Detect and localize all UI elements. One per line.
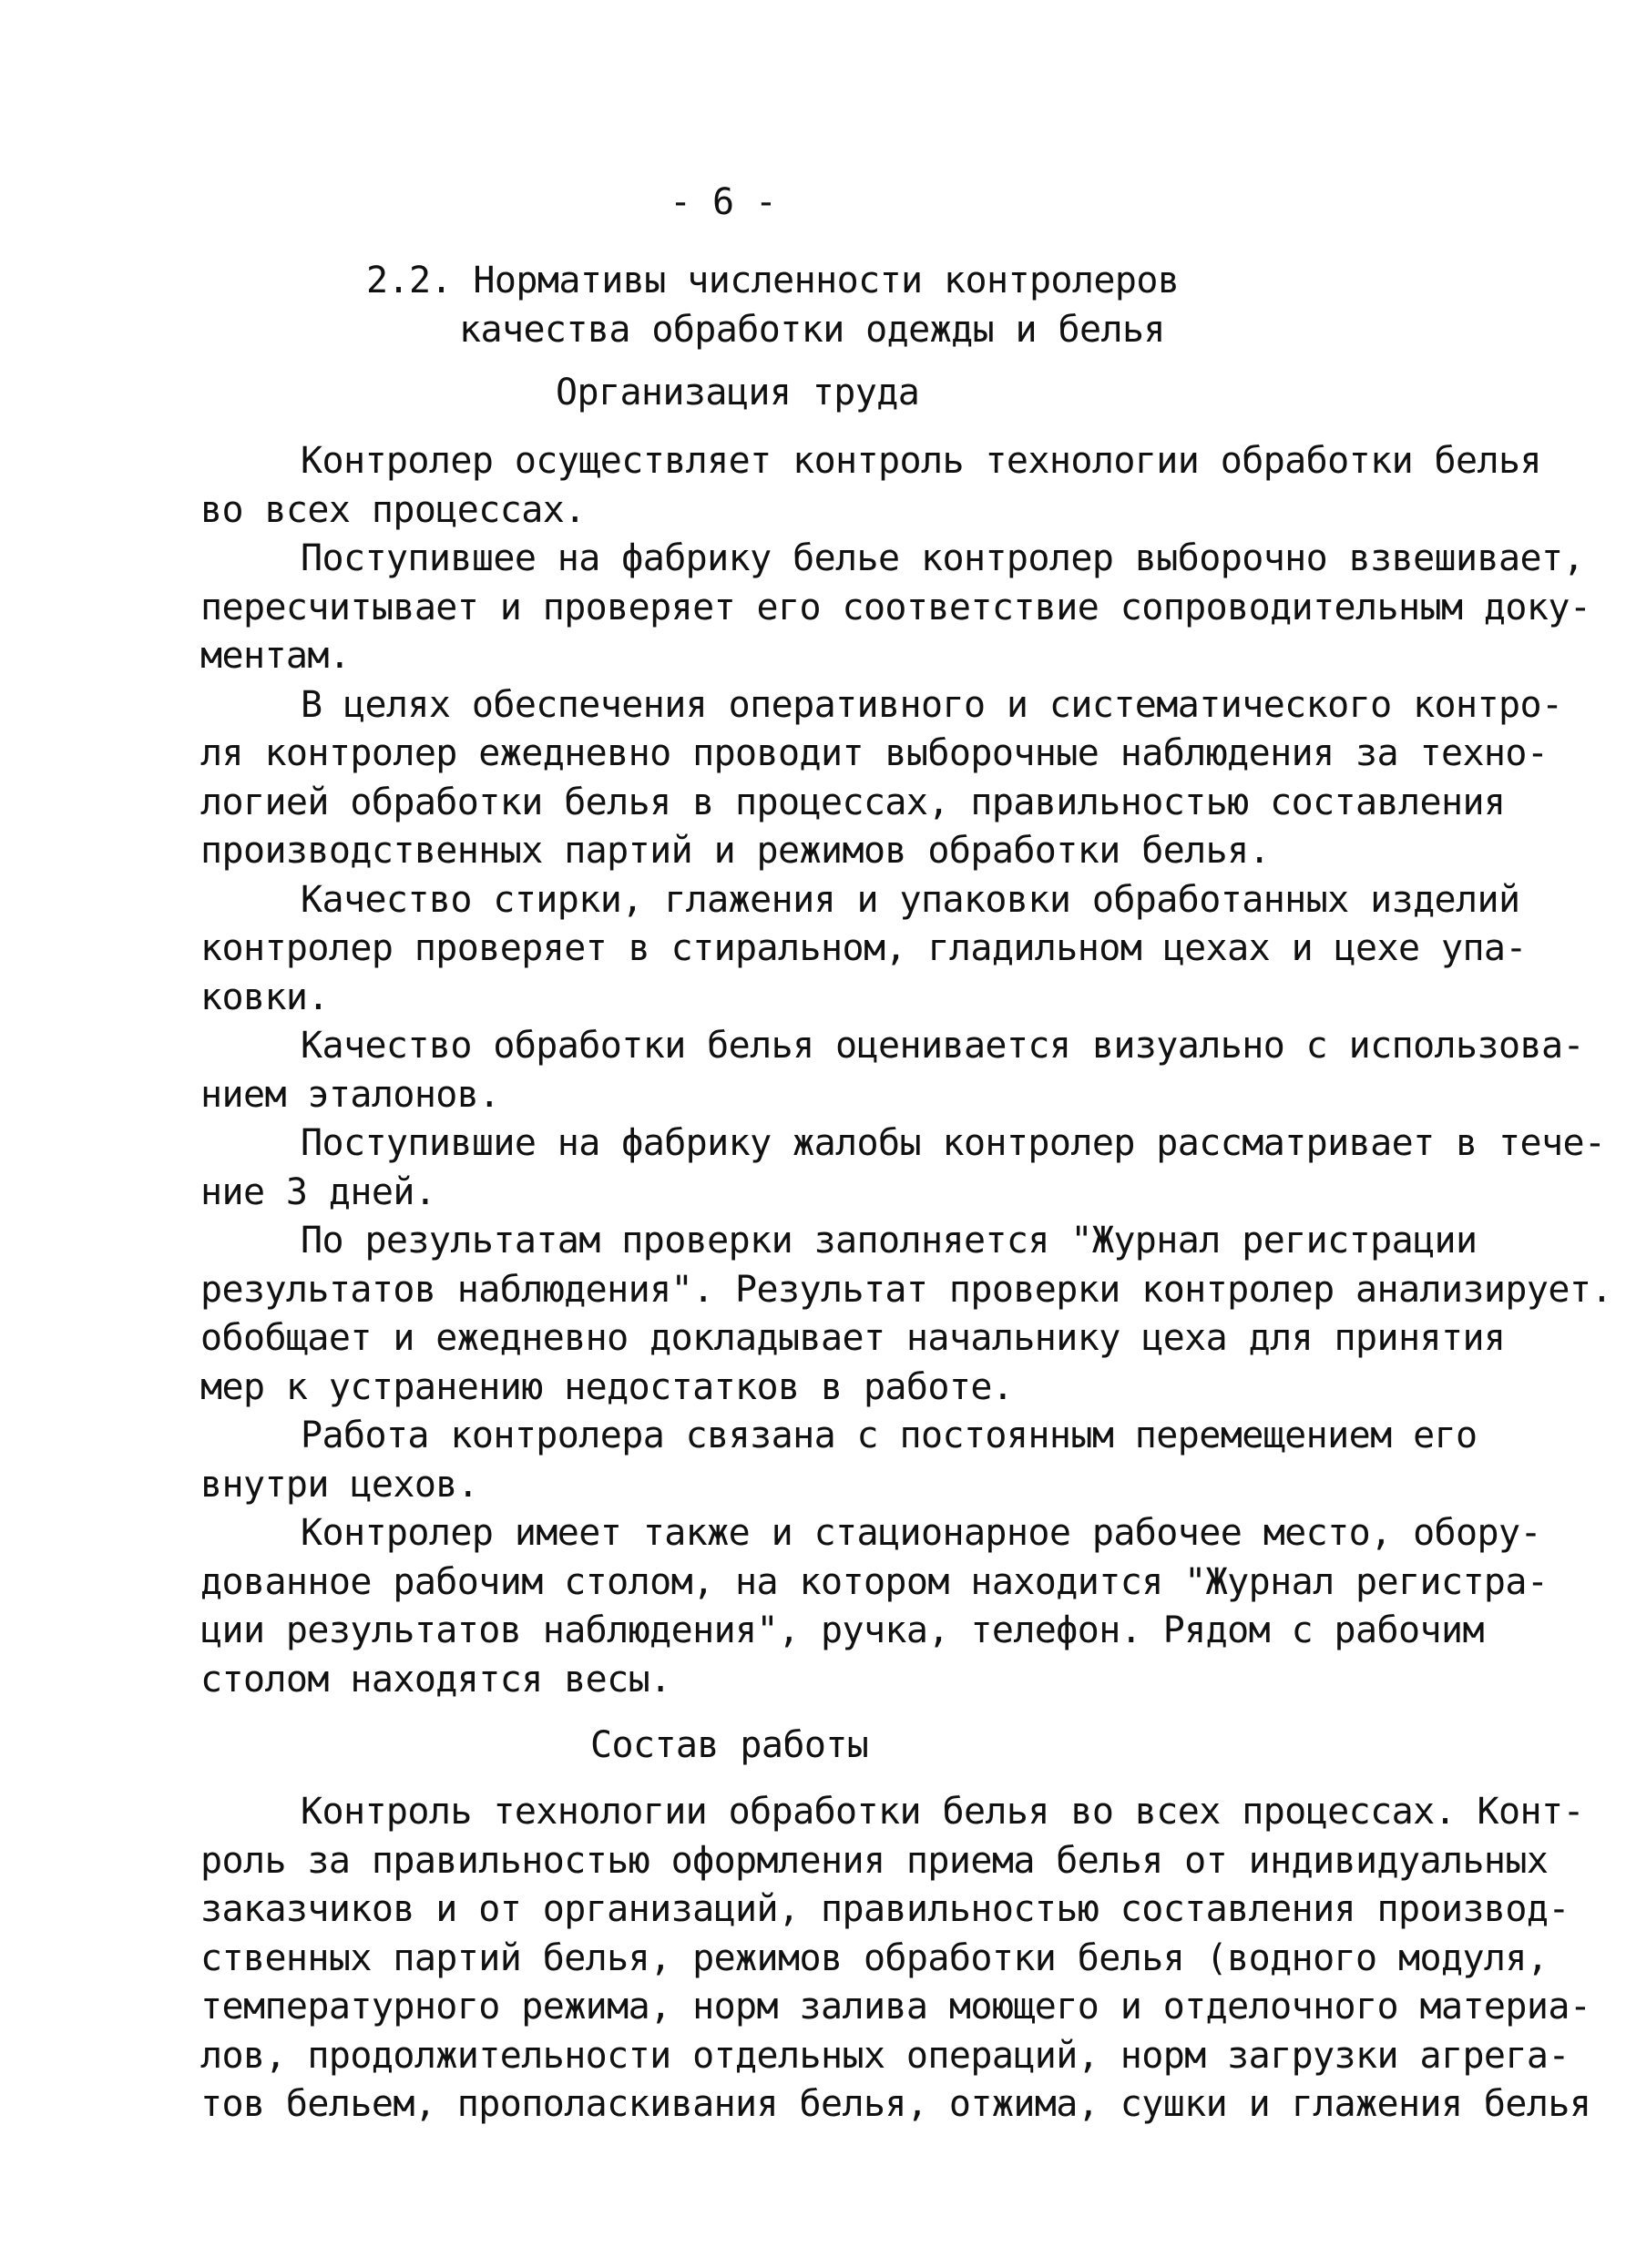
section-heading-line-2: качества обработки одежды и белья <box>459 308 1165 351</box>
text-line: нием эталонов. <box>200 1073 500 1116</box>
text-line: Контролер имеет также и стационарное рабочее место, обору- <box>301 1512 1541 1554</box>
text-line: столом находятся весы. <box>200 1658 671 1701</box>
text-line: Контроль технологии обработки белья во всех процессах. Конт- <box>301 1791 1584 1833</box>
text-line: производственных партий и режимов обработки белья. <box>200 830 1271 872</box>
text-line: внутри цехов. <box>200 1463 479 1506</box>
text-line: тов бельем, прополаскивания белья, отжима, сушки и глажения белья <box>200 2083 1591 2125</box>
text-line: контролер проверяет в стиральном, гладильном цехах и цехе упа- <box>200 927 1527 969</box>
text-line: Поступившее на фабрику белье контролер выборочно взвешивает, <box>301 537 1584 579</box>
text-line: результатов наблюдения". Результат проверки контролер анализирует. <box>200 1268 1612 1311</box>
text-line: логией обработки белья в процессах, правильностью составления <box>200 781 1506 823</box>
text-line: роль за правильностью оформления приема белья от индивидуальных <box>200 1839 1549 1882</box>
text-line: пересчитывает и проверяет его соответствие сопроводительным доку- <box>200 586 1591 628</box>
text-line: ковки. <box>200 976 329 1018</box>
org-text-block <box>200 437 1612 1704</box>
text-line: Качество обработки белья оценивается визуально с использова- <box>301 1025 1584 1067</box>
text-line: ние 3 дней. <box>200 1170 436 1213</box>
composition-text-block <box>200 1788 1591 2130</box>
text-line: В целях обеспечения оперативного и систематического контро- <box>301 683 1563 726</box>
text-line: обобщает и ежедневно докладывает начальнику цеха для принятия <box>200 1317 1506 1359</box>
composition-subheading: Состав работы <box>590 1724 869 1766</box>
text-line: мер к устранению недостатков в работе. <box>200 1365 1014 1408</box>
text-line: температурного режима, норм залива моющего и отделочного материа- <box>200 1986 1591 2028</box>
text-line: Контролер осуществляет контроль технологии обработки белья <box>301 440 1541 482</box>
text-line: Поступившие на фабрику жалобы контролер рассматривает в тече- <box>301 1122 1606 1164</box>
text-line: дованное рабочим столом, на котором находится "Журнал регистра- <box>200 1560 1549 1603</box>
text-line: По результатам проверки заполняется "Журнал регистрации <box>301 1220 1478 1262</box>
text-line: лов, продолжительности отдельных операций, норм загрузки агрега- <box>200 2034 1570 2077</box>
section-heading-line-1: 2.2. Нормативы численности контролеров <box>366 260 1180 301</box>
text-line: ментам. <box>200 635 351 677</box>
text-line: Работа контролера связана с постоянным перемещением его <box>301 1415 1478 1456</box>
page-number: - 6 - <box>670 181 777 223</box>
text-line: во всех процессах. <box>200 488 586 531</box>
text-line: ции результатов наблюдения", ручка, телефон. Рядом с рабочим <box>200 1609 1484 1651</box>
text-line: ля контролер ежедневно проводит выборочные наблюдения за техно- <box>200 732 1549 774</box>
org-subheading: Организация труда <box>556 372 920 414</box>
text-line: ственных партий белья, режимов обработки белья (водного модуля, <box>200 1936 1549 1979</box>
text-line: Качество стирки, глажения и упаковки обработанных изделий <box>301 878 1520 921</box>
text-line: заказчиков и от организаций, правильностью составления производ- <box>200 1888 1570 1930</box>
